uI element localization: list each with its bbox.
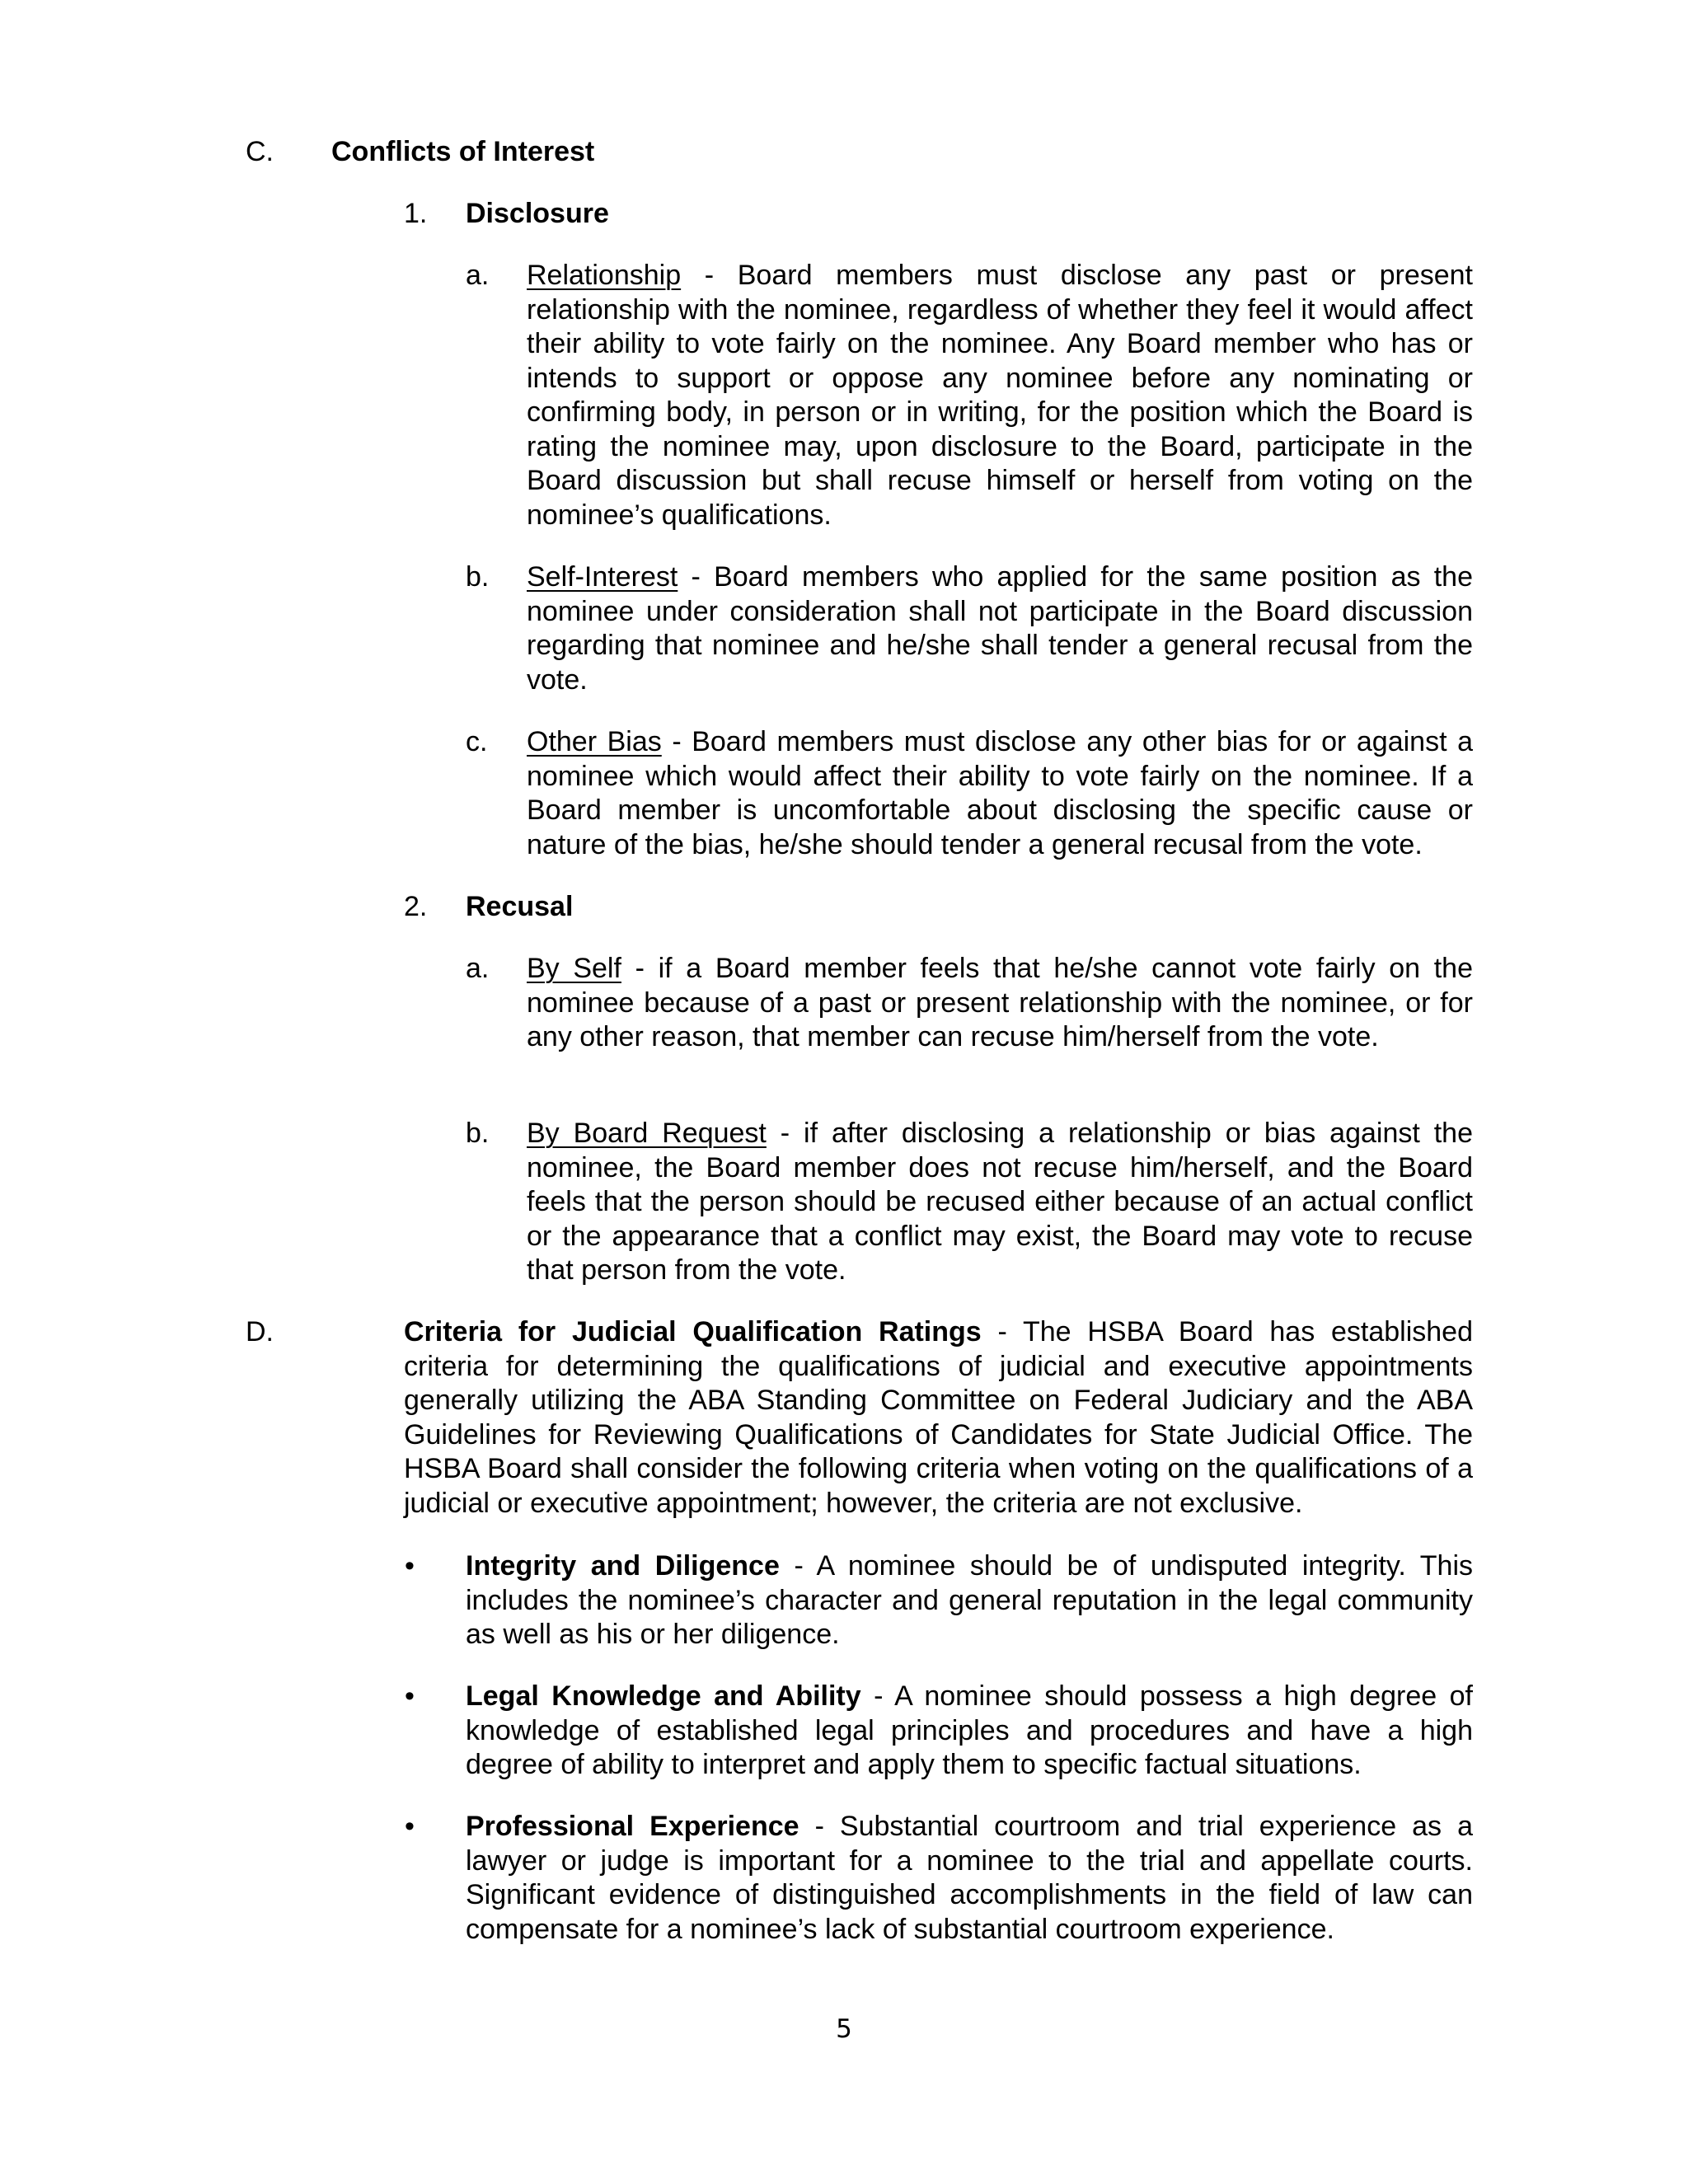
item-2a-label: a. [466,953,490,984]
bullet-text: - A nominee should possess a high degree of knowledge of established legal principles and procedures and have a high degree of ability to interpret and apply them to specific factual situations. [466,1680,1473,1780]
bullet-icon: • [405,1680,415,1712]
bullet-term: Integrity and Diligence [466,1550,780,1582]
item-2b-term: By Board Request [527,1118,767,1149]
bullet-item-integrity [466,1549,1473,1652]
item-1b-label: b. [466,561,490,593]
item-1a-paragraph [527,259,1473,532]
section-d-label: D. [246,1316,274,1347]
item-1-label: 1. [404,198,428,229]
item-1b-term: Self-Interest [527,561,678,593]
item-1b-text: - Board members who applied for the same position as the nominee under consideration shall not participate in the Board discussion regarding that nominee and he/she shall tender a general recusal from the vote. [527,561,1473,696]
item-2b-label: b. [466,1118,490,1149]
section-d-title: Criteria for Judicial Qualification Ratings [404,1316,982,1347]
item-1a-label: a. [466,260,490,291]
item-1c-label: c. [466,726,488,757]
bullet-term: Professional Experience [466,1811,799,1842]
item-1a-term: Relationship [527,260,682,291]
item-1c-text: - Board members must disclose any other bias for or against a nominee which would affect their ability to vote fairly on the nominee. If a Board member is uncomfortable about disclosing the specific cause or nature of the bias, he/she should tender a general recusal from the vote. [527,726,1473,860]
bullet-text: - Substantial courtroom and trial experience as a lawyer or judge is important for a nominee to the trial and appellate courts. Significant evidence of distinguished accomplishments in the field of law can compensate for a nominee’s lack of substantial courtroom experience. [466,1811,1473,1945]
item-1c-term: Other Bias [527,726,662,757]
bullet-term: Legal Knowledge and Ability [466,1680,861,1712]
item-1a-text: - Board members must disclose any past or present relationship with the nominee, regardless of whether they feel it would affect their ability to vote fairly on the nominee. Any Board member who has or intends to support or oppose any nominee before any nominating or confirming body, in person or in writing, for the position which the Board is rating the nominee may, upon disclosure to the Board, participate in the Board discussion but shall recuse himself or herself from voting on the nominee’s qualifications. [527,260,1473,531]
section-d-text: - The HSBA Board has established criteria for determining the qualifications of judicial and executive appointments generally utilizing the ABA Standing Committee on Federal Judiciary and the ABA Guidelines for Reviewing Qualifications of Candidates for State Judicial Office. The HSBA Board shall consider the following criteria when voting on the qualifications of a judicial or executive appointment; however, the criteria are not exclusive. [404,1316,1474,1519]
item-2-label: 2. [404,891,428,922]
item-2a-text: - if a Board member feels that he/she cannot vote fairly on the nominee because of a past or present relationship with the nominee, or for any other reason, that member can recuse him/herself from the vote. [527,953,1474,1052]
bullet-icon: • [405,1811,415,1842]
bullet-item-legal-knowledge [466,1680,1473,1783]
item-2-title: Recusal [466,891,574,922]
bullet-text: - A nominee should be of undisputed integrity. This includes the nominee’s character and general reputation in the legal community as well as his or her diligence. [466,1550,1474,1650]
item-1b-paragraph [527,560,1473,697]
item-1c-paragraph [527,725,1473,862]
item-2a-term: By Self [527,953,621,984]
section-c-title: Conflicts of Interest [331,136,595,167]
section-c-label: C. [246,136,274,167]
bullet-icon: • [405,1550,415,1582]
item-1-title: Disclosure [466,198,609,229]
page-number: 5 [836,2014,852,2044]
item-2b-text: - if after disclosing a relationship or bias against the nominee, the Board member does not recuse him/herself, and the Board feels that the person should be recused either because of an actual conflict or the appearance that a conflict may exist, the Board may vote to recuse that person from the vote. [527,1118,1473,1286]
section-d-paragraph [404,1315,1473,1521]
bullet-item-professional-experience [466,1810,1473,1947]
item-2b-paragraph [527,1117,1473,1288]
item-2a-paragraph [527,952,1473,1055]
